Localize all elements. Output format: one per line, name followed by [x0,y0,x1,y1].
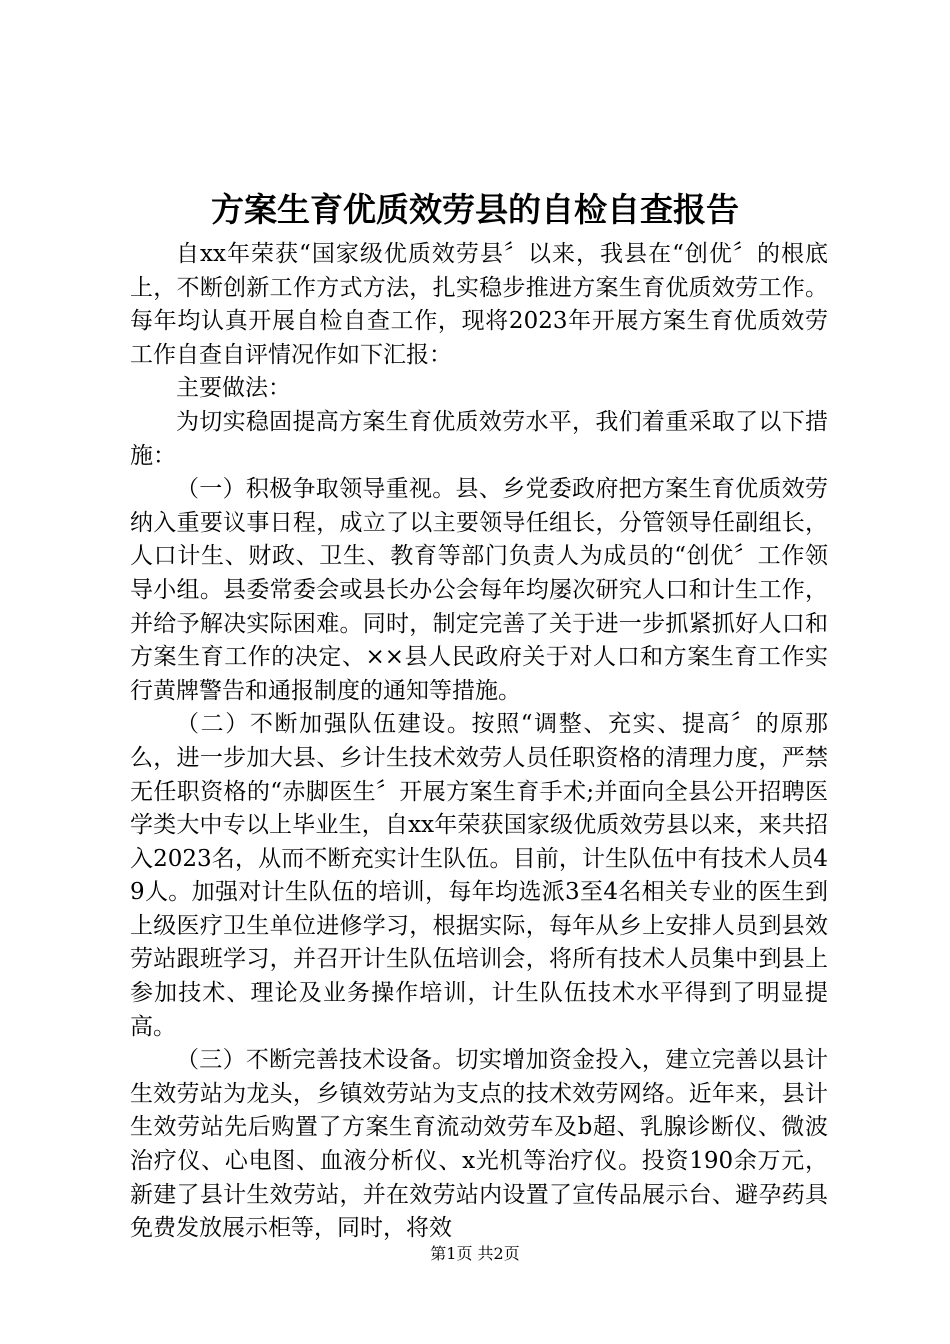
paragraph-intro: 自xx年荣获“国家级优质效劳县〞以来，我县在“创优〞的根底上，不断创新工作方式方法，扎实稳步推进方案生育优质效劳工作。每年均认真开展自检自查工作，现将2023年开展方案生育优质效劳工作自查自评情况作如下汇报： [130,241,828,368]
page-footer: 第1页 共2页 [430,1244,520,1263]
paragraph-section-3: （三）不断完善技术设备。切实增加资金投入，建立完善以县计生效劳站为龙头，乡镇效劳站为支点的技术效劳网络。近年来，县计生效劳站先后购置了方案生育流动效劳车及b超、乳腺诊断仪、微波治疗仪、心电图、血液分析仪、x光机等治疗仪。投资190余万元，新建了县计生效劳站，并在效劳站内设置了宣传品展示台、避孕药具免费发放展示柜等，同时，将效 [130,1047,828,1242]
document-body [130,238,828,1246]
paragraph-section-1: （一）积极争取领导重视。县、乡党委政府把方案生育优质效劳纳入重要议事日程，成立了以主要领导任组长，分管领导任副组长，人口计生、财政、卫生、教育等部门负责人为成员的“创优〞工作领导小组。县委常委会或县长办公会每年均屡次研究人口和计生工作，并给予解决实际困难。同时，制定完善了关于进一步抓紧抓好人口和方案生育工作的决定、××县人民政府关于对人口和方案生育工作实行黄牌警告和通报制度的通知等措施。 [130,476,828,704]
paragraph-section-2: （二）不断加强队伍建设。按照“调整、充实、提高〞的原那么，进一步加大县、乡计生技术效劳人员任职资格的清理力度，严禁无任职资格的“赤脚医生〞开展方案生育手术;并面向全县公开招聘医学类大中专以上毕业生，自xx年荣获国家级优质效劳县以来，来共招入2023名，从而不断充实计生队伍。目前，计生队伍中有技术人员49人。加强对计生队伍的培训，每年均选派3至4名相关专业的医生到上级医疗卫生单位进修学习，根据实际，每年从乡上安排人员到县效劳站跟班学习，并召开计生队伍培训会，将所有技术人员集中到县上参加技术、理论及业务操作培训，计生队伍技术水平得到了明显提高。 [130,711,828,1040]
document-title: 方案生育优质效劳县的自检自查报告 [211,190,739,229]
paragraph-measures-intro: 为切实稳固提高方案生育优质效劳水平，我们着重采取了以下措施： [130,408,828,469]
paragraph-main-methods-heading: 主要做法： [176,375,291,402]
